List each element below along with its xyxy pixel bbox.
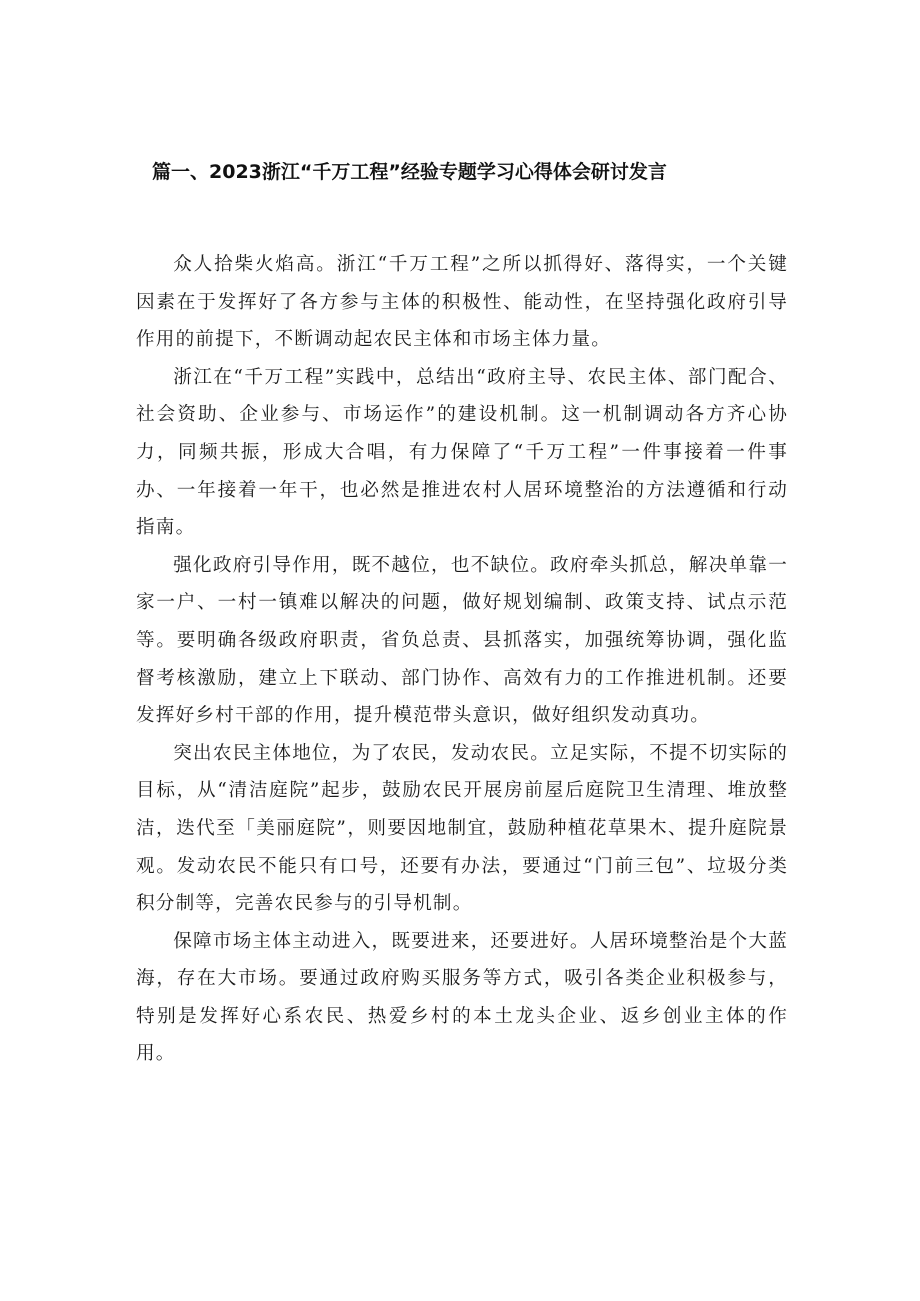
paragraph-4: 突出农民主体地位，为了农民，发动农民。立足实际，不提不切实际的目标，从“清洁庭院”起步，鼓励农民开展房前屋后庭院卫生清理、堆放整洁，迭代至「美丽庭院”，则要因地制宜，鼓励种植花草果木、提升庭院景观。发动农民不能只有口号，还要有办法，要通过“门前三包”、垃圾分类积分制等，完善农民参与的引导机制。	[136, 742, 788, 915]
paragraph-3: 强化政府引导作用，既不越位，也不缺位。政府牵头抓总，解决单靠一家一户、一村一镇难以解决的问题，做好规划编制、政策支持、试点示范等。要明确各级政府职责，省负总责、县抓落实，加强统筹协调，强化监督考核激励，建立上下联动、部门协作、高效有力的工作推进机制。还要发挥好乡村干部的作用，提升模范带头意识，做好组织发动真功。	[136, 554, 788, 727]
paragraph-2: 浙江在“千万工程”实践中，总结出“政府主导、农民主体、部门配合、社会资助、企业参与、市场运作”的建设机制。这一机制调动各方齐心协力，同频共振，形成大合唱，有力保障了“千万工程”一件事接着一件事办、一年接着一年干，也必然是推进农村人居环境整治的方法遵循和行动指南。	[136, 366, 788, 539]
paragraph-1: 众人拾柴火焰高。浙江“千万工程”之所以抓得好、落得实，一个关键因素在于发挥好了各方参与主体的积极性、能动性，在坚持强化政府引导作用的前提下，不断调动起农民主体和市场主体力量。	[136, 254, 788, 351]
document-title: 篇一、2023浙江“千万工程”经验专题学习心得体会研讨发言	[152, 161, 667, 183]
document-body	[136, 246, 788, 1073]
paragraph-5: 保障市场主体主动进入，既要进来，还要进好。人居环境整治是个大蓝海，存在大市场。要通过政府购买服务等方式，吸引各类企业积极参与，特别是发挥好心系农民、热爱乡村的本土龙头企业、返乡创业主体的作用。	[136, 930, 788, 1065]
